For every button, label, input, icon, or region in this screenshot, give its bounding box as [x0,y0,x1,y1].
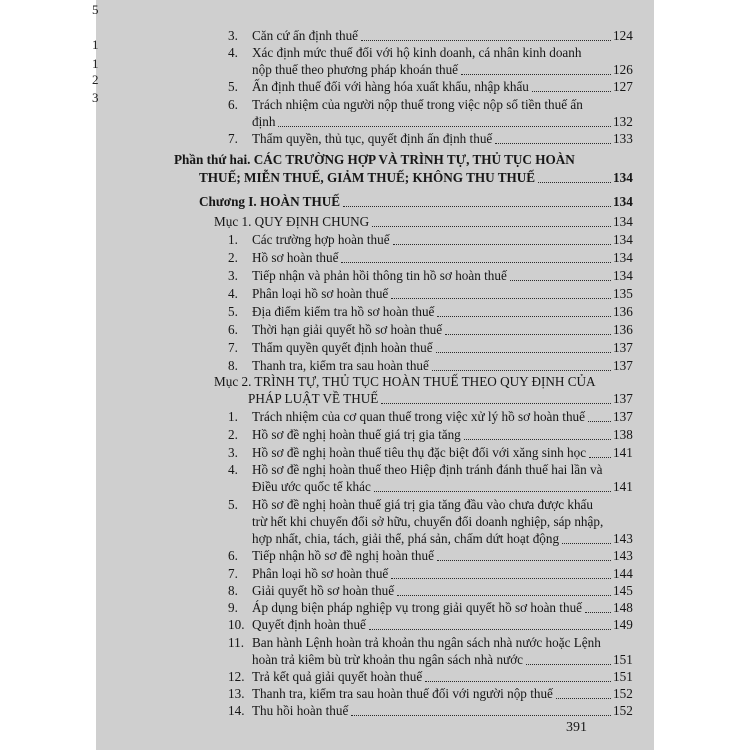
toc-item-text: Xác định mức thuế đối với hộ kinh doanh, cá nhân kinh doanh [252,45,582,60]
toc-item-page: 132 [613,114,633,129]
toc-item-number: 14. [228,703,245,718]
toc-item-text: Quyết định hoàn thuế [252,617,366,632]
toc-item-text: Các trường hợp hoàn thuế [252,232,390,247]
dot-leader [588,421,611,422]
dot-leader [432,370,611,371]
toc-item-page: 136 [613,322,633,337]
toc-item-text: Hồ sơ đề nghị hoàn thuế giá trị gia tăng đầu vào chưa được khấu [252,497,593,512]
toc-item-number: 4. [228,462,238,477]
dot-leader [343,206,611,207]
dot-leader [562,543,611,544]
toc-item-text: Phân loại hồ sơ hoàn thuế [252,566,389,581]
toc-item-text: PHÁP LUẬT VỀ THUẾ [248,391,379,406]
toc-item-text: Giải quyết hồ sơ hoàn thuế [252,583,395,598]
toc-item-text: THUẾ; MIỄN THUẾ, GIẢM THUẾ; KHÔNG THU THUẾ [199,170,536,185]
page-number: 391 [566,720,587,735]
toc-item-number: 5. [228,304,238,319]
toc-item-text: Hồ sơ đề nghị hoàn thuế giá trị gia tăng [252,427,461,442]
toc-item-text: Phân loại hồ sơ hoàn thuế [252,286,389,301]
dot-leader [437,316,611,317]
toc-item-text: Hồ sơ đề nghị hoàn thuế tiêu thụ đặc biệt đối với xăng sinh học [252,445,587,460]
toc-item-text: Mục 1. QUY ĐỊNH CHUNG [214,214,370,229]
toc-item-page: 137 [613,358,633,373]
toc-item-text: Hồ sơ đề nghị hoàn thuế theo Hiệp định tránh đánh thuế hai lần và [252,462,603,477]
toc-item-page: 152 [613,703,633,718]
dot-leader [532,91,611,92]
toc-item-text: hoàn trả kiêm bù trừ khoản thu ngân sách nhà nước [252,652,524,667]
toc-item-page: 143 [613,531,633,546]
toc-item-number: 5. [228,79,238,94]
dot-leader [589,457,611,458]
dot-leader [278,126,611,127]
dot-leader [464,439,611,440]
toc-item-text: Trách nhiệm của cơ quan thuế trong việc xử lý hồ sơ hoàn thuế [252,409,586,424]
toc-item-page: 134 [613,250,633,265]
dot-leader [445,334,611,335]
toc-item-page: 137 [613,340,633,355]
toc-item-page: 134 [613,214,633,229]
edge-char: 1 [92,37,99,52]
dot-leader [369,629,611,630]
toc-item-number: 1. [228,232,238,247]
toc-item-page: 135 [613,286,633,301]
dot-leader [381,403,611,404]
toc-item-number: 2. [228,427,238,442]
dot-leader [391,298,611,299]
toc-item-number: 8. [228,583,238,598]
dot-leader [556,698,611,699]
toc-item-page: 138 [613,427,633,442]
toc-item-number: 6. [228,548,238,563]
dot-leader [461,74,611,75]
toc-item-number: 6. [228,97,238,112]
toc-item-text: Trách nhiệm của người nộp thuế trong việc nộp số tiền thuế ấn [252,97,583,112]
toc-item-number: 2. [228,250,238,265]
toc-item-page: 144 [613,566,633,581]
toc-item-number: 3. [228,28,238,43]
toc-item-number: 13. [228,686,245,701]
previous-page-edge [92,0,126,110]
dot-leader [436,352,611,353]
dot-leader [393,244,611,245]
dot-leader [425,681,611,682]
toc-item-text: Thời hạn giải quyết hồ sơ hoàn thuế [252,322,443,337]
toc-item-page: 127 [613,79,633,94]
toc-item-page: 134 [613,170,633,185]
toc-item-page: 151 [613,669,633,684]
toc-item-page: 141 [613,445,633,460]
toc-item-number: 7. [228,340,238,355]
toc-item-page: 134 [613,194,633,209]
dot-leader [585,612,611,613]
toc-item-text: Áp dụng biện pháp nghiệp vụ trong giải quyết hồ sơ hoàn thuế [252,600,583,615]
toc-item-page: 136 [613,304,633,319]
toc-item-number: 7. [228,566,238,581]
toc-item-text: Trả kết quả giải quyết hoàn thuế [252,669,423,684]
dot-leader [391,578,611,579]
toc-item-text: trừ hết khi chuyển đổi sở hữu, chuyển đổi doanh nghiệp, sáp nhập, [252,514,604,529]
toc-item-page: 143 [613,548,633,563]
toc-item-text: Phần thứ hai. CÁC TRƯỜNG HỢP VÀ TRÌNH TỰ, THỦ TỤC HOÀN [174,152,575,167]
dot-leader [397,595,611,596]
toc-item-text: Địa điểm kiểm tra hồ sơ hoàn thuế [252,304,435,319]
toc-item-page: 137 [613,391,633,406]
toc-item-text: Ban hành Lệnh hoàn trả khoản thu ngân sách nhà nước hoặc Lệnh [252,635,601,650]
dot-leader [437,560,611,561]
toc-item-text: nộp thuế theo phương pháp khoán thuế [252,62,459,77]
toc-item-number: 1. [228,409,238,424]
toc-item-number: 12. [228,669,245,684]
toc-item-page: 126 [613,62,633,77]
dot-leader [374,491,611,492]
toc-item-number: 4. [228,286,238,301]
dot-leader [361,40,611,41]
toc-item-text: hợp nhất, chia, tách, giải thể, phá sản, chấm dứt hoạt động [252,531,560,546]
toc-item-page: 152 [613,686,633,701]
toc-item-text: Mục 2. TRÌNH TỰ, THỦ TỤC HOÀN THUẾ THEO QUY ĐỊNH CỦA [214,374,596,389]
dot-leader [341,262,611,263]
toc-item-text: Tiếp nhận hồ sơ đề nghị hoàn thuế [252,548,434,563]
toc-item-text: Tiếp nhận và phản hồi thông tin hồ sơ hoàn thuế [252,268,507,283]
toc-item-number: 4. [228,45,238,60]
toc-item-number: 5. [228,497,238,512]
toc-item-number: 3. [228,445,238,460]
toc-item-text: Thẩm quyền quyết định hoàn thuế [252,340,433,355]
toc-item-text: Điều ước quốc tế khác [252,479,371,494]
dot-leader [495,143,611,144]
toc-item-text: Thẩm quyền, thủ tục, quyết định ấn định thuế [252,131,493,146]
toc-item-page: 134 [613,232,633,247]
toc-item-page: 145 [613,583,633,598]
toc-item-number: 8. [228,358,238,373]
toc-item-page: 148 [613,600,633,615]
toc-item-number: 6. [228,322,238,337]
toc-item-page: 151 [613,652,633,667]
toc-item-number: 11. [228,635,244,650]
toc-item-text: định [252,114,276,129]
dot-leader [510,280,611,281]
toc-item-text: Ấn định thuế đối với hàng hóa xuất khẩu, nhập khẩu [252,79,529,94]
dot-leader [526,664,611,665]
edge-char: 3 [92,90,99,105]
dot-leader [372,226,611,227]
toc-item-number: 7. [228,131,238,146]
dot-leader [351,715,611,716]
toc-item-page: 134 [613,268,633,283]
toc-item-number: 10. [228,617,245,632]
toc-item-text: Thu hồi hoàn thuế [252,703,349,718]
toc-item-page: 137 [613,409,633,424]
toc-item-page: 133 [613,131,633,146]
edge-char: 5 [92,2,99,17]
toc-item-text: Thanh tra, kiểm tra sau hoàn thuế [252,358,429,373]
toc-item-page: 149 [613,617,633,632]
toc-item-number: 9. [228,600,238,615]
toc-item-number: 3. [228,268,238,283]
toc-item-text: Căn cứ ấn định thuế [252,28,359,43]
edge-char: 2 [92,72,99,87]
toc-item-page: 141 [613,479,633,494]
dot-leader [538,182,611,183]
edge-char: 1 [92,56,99,71]
toc-item-text: Thanh tra, kiểm tra sau hoàn thuế đối với người nộp thuế [252,686,553,701]
toc-item-text: Chương I. HOÀN THUẾ [199,194,341,209]
toc-item-page: 124 [613,28,633,43]
toc-item-text: Hồ sơ hoàn thuế [252,250,339,265]
